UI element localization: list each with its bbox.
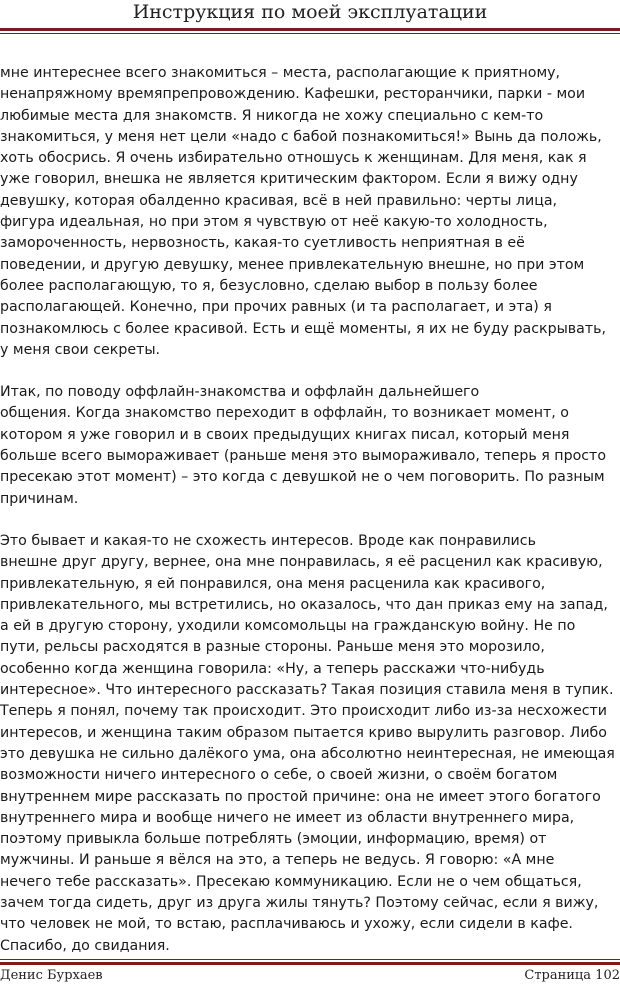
author-name: Денис Бурхаев bbox=[0, 968, 103, 983]
header-rule-thin bbox=[0, 33, 620, 34]
page-title: Инструкция по моей эксплуатации bbox=[132, 1, 488, 23]
header-rule-thick bbox=[0, 28, 620, 31]
page-footer bbox=[0, 966, 620, 988]
page-header bbox=[0, 0, 620, 30]
footer-rule-thin bbox=[0, 959, 620, 960]
page-number: Страница 102 bbox=[524, 968, 620, 983]
paragraph-3: Это бывает и какая-то не схожесть интересов. Вроде как понравились внешне друг другу, вернее, она мне понравилась, я её расценил как красивую, привлекательную, я ей понравился, она меня расценила как красивого, привлекательного, мы встретились, но оказалось, что дан приказ ему на запад, а ей в другую сторону, уходили комсомольцы на гражданскую войну. Не по пути, рельсы расходятся в разные стороны. Раньше меня это морозило, особенно когда женщина говорила: «Ну, а теперь расскажи что-нибудь интересное». Что интересного рассказать? Такая позиция ставила меня в тупик. Теперь я понял, почему так происходит. Это происходит либо из-за несхожести интересов, и женщина таким образом пытается криво вырулить разговор. Либо это девушка не сильно далёкого ума, она абсолютно неинтересная, не имеющая возможности ничего интересного о себе, о своей жизни, о своём богатом внутреннем мире рассказать по простой причине: она не имеет этого богатого внутреннего мира и вообще ничего не имеет из области внутреннего мира, поэтому привыкла больше потреблять (эмоции, информацию, время) от мужчины. И раньше я вёлся на это, а теперь не ведусь. Я говорю: «А мне нечего тебе рассказать». Пресекаю коммуникацию. Если не о чем общаться, зачем тогда сидеть, друг из друга жилы тянуть? Поэтому сейчас, если я вижу, что человек не мой, то встаю, расплачиваюсь и ухожу, если сидели в кафе. Спасибо, до свидания. bbox=[0, 532, 615, 954]
paragraph-1: мне интереснее всего знакомиться – места, располагающие к приятному, ненапряжному времяпрепровождению. Кафешки, ресторанчики, парки - мои любимые места для знакомств. Я никогда не хожу специально с кем-то знакомиться, у меня нет цели «надо с бабой познакомиться!» Вынь да положь, хоть обосрись. Я очень избирательно отношусь к женщинам. Для меня, как я уже говорил, внешка не является критическим фактором. Если я вижу одну девушку, которая обалденно красивая, всё в ней правильно: черты лица, фигура идеальная, но при этом я чувствую от неё какую-то холодность, замороченность, нервозность, какая-то суетливость неприятная в её поведении, и другую девушку, менее привлекательную внешне, но при этом более располагающую, то я, безусловно, сделаю выбор в пользу более располагающей. Конечно, при прочих равных (и та располагает, и эта) я познакомлюсь с более красивой. Есть и ещё моменты, я их не буду раскрывать, у меня свои секреты. bbox=[0, 65, 607, 358]
footer-rule-thick bbox=[0, 962, 620, 965]
body-text bbox=[0, 63, 620, 957]
paragraph-2: Итак, по поводу оффлайн-знакомства и оффлайн дальнейшего общения. Когда знакомство переходит в оффлайн, то возникает момент, о котором я уже говорил и в своих предыдущих книгах писал, который меня больше всего выморaживает (раньше меня это выморaживало, теперь я просто пресекаю этот момент) – это когда с девушкой не о чем поговорить. По разным причинам. bbox=[0, 384, 607, 507]
